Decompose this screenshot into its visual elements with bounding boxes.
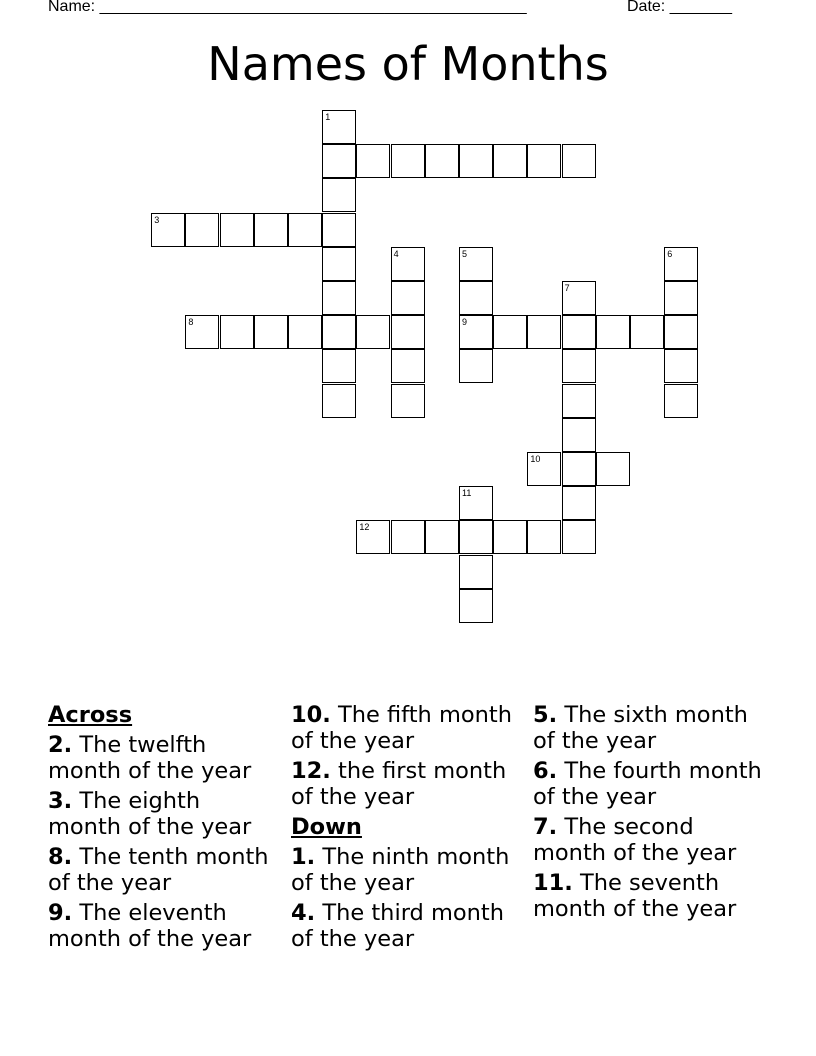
clue-number: 4.: [291, 900, 316, 926]
grid-cell[interactable]: [391, 315, 425, 349]
grid-cell[interactable]: [459, 589, 493, 623]
grid-cell[interactable]: [391, 349, 425, 383]
grid-cell[interactable]: [254, 213, 288, 247]
clue-number: 3.: [48, 788, 73, 814]
clue-number: 7.: [533, 814, 558, 840]
clue-down-5: [533, 702, 765, 754]
down-heading: Down: [291, 814, 362, 840]
grid-cell[interactable]: [185, 213, 219, 247]
grid-cell[interactable]: [527, 315, 561, 349]
clue-text: The tenth month of the year: [48, 844, 269, 896]
grid-cell[interactable]: [356, 520, 390, 554]
clue-down-6: [533, 758, 765, 810]
clue-down-7: [533, 814, 765, 866]
grid-cell[interactable]: [391, 144, 425, 178]
clue-number: 11.: [533, 870, 573, 896]
clue-across-8: [48, 844, 280, 896]
grid-cell[interactable]: [288, 213, 322, 247]
grid-cell[interactable]: [391, 520, 425, 554]
grid-cell[interactable]: [562, 486, 596, 520]
grid-cell[interactable]: [425, 144, 459, 178]
grid-cell[interactable]: [322, 349, 356, 383]
clue-across-12: [291, 758, 523, 810]
page-title: Names of Months: [207, 37, 609, 91]
grid-cell[interactable]: [254, 315, 288, 349]
grid-cell[interactable]: [220, 315, 254, 349]
grid-cell[interactable]: [322, 144, 356, 178]
grid-cell[interactable]: [356, 144, 390, 178]
grid-cell[interactable]: [356, 315, 390, 349]
grid-cell[interactable]: [562, 418, 596, 452]
grid-cell[interactable]: [527, 520, 561, 554]
grid-cell[interactable]: [664, 349, 698, 383]
grid-cell[interactable]: [664, 281, 698, 315]
clue-number: 8.: [48, 844, 73, 870]
grid-cell[interactable]: [391, 247, 425, 281]
grid-cell[interactable]: [493, 144, 527, 178]
grid-cell[interactable]: [322, 384, 356, 418]
clue-number: 5.: [533, 702, 558, 728]
name-field-label: Name: ________________________________________________: [48, 0, 527, 15]
clue-across-2: [48, 732, 280, 784]
grid-cell[interactable]: [630, 315, 664, 349]
across-heading: Across: [48, 702, 133, 728]
grid-cell[interactable]: [220, 213, 254, 247]
clue-text: The twelfth month of the year: [48, 732, 252, 784]
clue-text: The second month of the year: [533, 814, 737, 866]
grid-cell[interactable]: [459, 520, 493, 554]
grid-cell[interactable]: [562, 384, 596, 418]
clue-text: the first month of the year: [291, 758, 507, 810]
clue-number: 6.: [533, 758, 558, 784]
clue-text: The eighth month of the year: [48, 788, 252, 840]
clue-column-2: [291, 702, 523, 956]
clue-number: 10.: [291, 702, 331, 728]
grid-cell[interactable]: [459, 315, 493, 349]
grid-cell[interactable]: [322, 213, 356, 247]
clue-across-3: [48, 788, 280, 840]
clue-text: The ninth month of the year: [291, 844, 510, 896]
grid-cell[interactable]: [459, 247, 493, 281]
clue-number: 12.: [291, 758, 331, 784]
clue-number-label: 1: [325, 112, 331, 122]
clue-number-label: 6: [667, 248, 673, 259]
grid-cell[interactable]: [391, 281, 425, 315]
clue-column-3: [533, 702, 765, 926]
clue-number: 2.: [48, 732, 73, 758]
clue-number-label: 4: [393, 248, 399, 259]
grid-cell[interactable]: [425, 520, 459, 554]
clue-number-label: 8: [188, 317, 194, 328]
clue-down-1: [291, 844, 523, 896]
grid-cell[interactable]: [562, 452, 596, 486]
clue-number-label: 12: [359, 522, 370, 533]
clue-number-label: 5: [462, 248, 468, 259]
clue-number-label: 3: [154, 214, 160, 225]
clue-across-10: [291, 702, 523, 754]
grid-cell[interactable]: [322, 281, 356, 315]
clue-number-label: 9: [462, 317, 468, 328]
grid-cell[interactable]: [322, 178, 356, 212]
clue-across-9: [48, 900, 280, 952]
clue-text: The seventh month of the year: [533, 870, 737, 922]
grid-cell[interactable]: [562, 315, 596, 349]
clue-down-11: [533, 870, 765, 922]
grid-cell[interactable]: [185, 315, 219, 349]
grid-cell[interactable]: [664, 315, 698, 349]
grid-cell[interactable]: [493, 315, 527, 349]
grid-cell[interactable]: [664, 384, 698, 418]
clue-text: The third month of the year: [291, 900, 505, 952]
grid-cell[interactable]: [322, 315, 356, 349]
clue-text: The eleventh month of the year: [48, 900, 252, 952]
grid-cell[interactable]: [459, 281, 493, 315]
clue-column-1: [48, 702, 280, 956]
grid-cell[interactable]: [288, 315, 322, 349]
grid-cell[interactable]: [596, 315, 630, 349]
grid-cell[interactable]: [459, 555, 493, 589]
grid-cell[interactable]: [322, 247, 356, 281]
grid-cell[interactable]: [562, 349, 596, 383]
clue-text: The fourth month of the year: [533, 758, 762, 810]
grid-cell[interactable]: [459, 486, 493, 520]
clue-number: 1.: [291, 844, 316, 870]
grid-cell[interactable]: [493, 520, 527, 554]
grid-cell[interactable]: [527, 452, 561, 486]
grid-cell[interactable]: [527, 144, 561, 178]
clue-text: The fifth month of the year: [291, 702, 512, 754]
clue-text: The sixth month of the year: [533, 702, 748, 754]
date-field-label: Date: _______: [627, 0, 732, 15]
grid-cell[interactable]: [151, 213, 185, 247]
grid-cell[interactable]: [562, 144, 596, 178]
grid-cell[interactable]: [562, 520, 596, 554]
clue-number-label: 11: [462, 488, 472, 499]
grid-cell[interactable]: [562, 281, 596, 315]
clue-down-4: [291, 900, 523, 952]
clue-number-label: 10: [530, 454, 541, 464]
grid-cell[interactable]: [459, 349, 493, 383]
grid-cell[interactable]: [459, 144, 493, 178]
grid-cell[interactable]: [391, 384, 425, 418]
grid-cell[interactable]: [322, 110, 356, 144]
grid-cell[interactable]: [664, 247, 698, 281]
clue-number-label: 7: [564, 283, 570, 293]
grid-cell[interactable]: [596, 452, 630, 486]
clue-number: 9.: [48, 900, 73, 926]
